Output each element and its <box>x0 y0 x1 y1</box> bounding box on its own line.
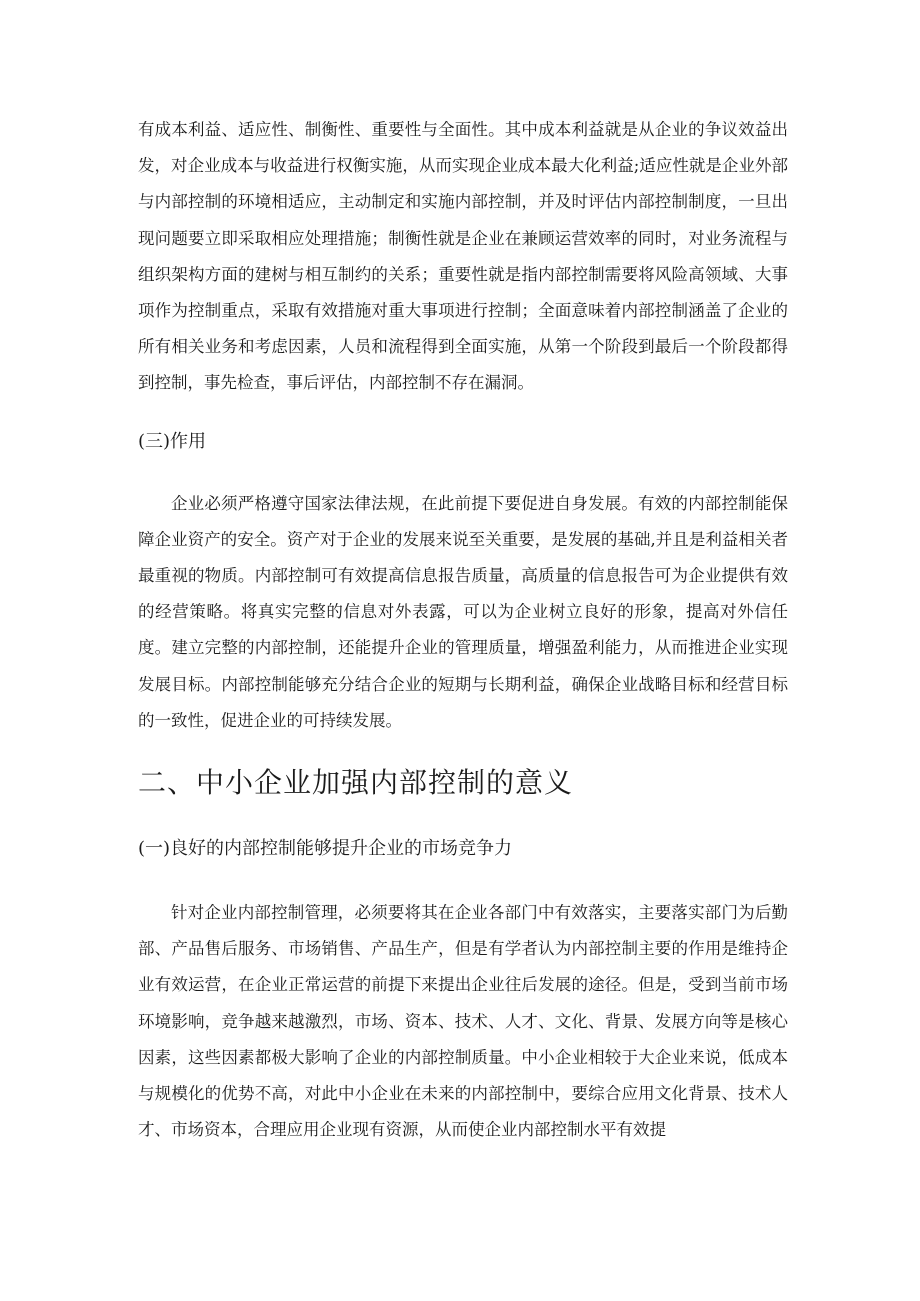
chapter-heading: 二、中小企业加强内部控制的意义 <box>138 766 574 800</box>
section-heading: (三)作用 <box>138 430 207 452</box>
body-paragraph: 针对企业内部控制管理，必须要将其在企业各部门中有效落实，主要落实部门为后勤部、产品售后服务、市场销售、产品生产，但是有学者认为内部控制主要的作用是维持企业有效运营，在企业正常运营的前提下来提出企业往后发展的途径。但是，受到当前市场环境影响，竞争越来越激烈，市场、资本、技术、人才、文化、背景、发展方向等是核心因素，这些因素都极大影响了企业的内部控制质量。中小企业相较于大企业来说，低成本与规模化的优势不高，对此中小企业在未来的内部控制中，要综合应用文化背景、技术人才、市场资本，合理应用企业现有资源，从而使企业内部控制水平有效提 <box>138 903 788 1140</box>
document-page <box>138 112 788 1148</box>
section-heading: (一)良好的内部控制能够提升企业的市场竞争力 <box>138 838 513 860</box>
body-paragraph: 企业必须严格遵守国家法律法规，在此前提下要促进自身发展。有效的内部控制能保障企业资产的安全。资产对于企业的发展来说至关重要，是发展的基础,并且是利益相关者最重视的物质。内部控制可有效提高信息报告质量，高质量的信息报告可为企业提供有效的经营策略。将真实完整的信息对外表露，可以为企业树立良好的形象，提高对外信任度。建立完整的内部控制，还能提升企业的管理质量，增强盈利能力，从而推进企业实现发展目标。内部控制能够充分结合企业的短期与长期利益，确保企业战略目标和经营目标的一致性，促进企业的可持续发展。 <box>138 493 788 730</box>
body-paragraph: 有成本利益、适应性、制衡性、重要性与全面性。其中成本利益就是从企业的争议效益出发，对企业成本与收益进行权衡实施，从而实现企业成本最大化利益;适应性就是企业外部与内部控制的环境相适应，主动制定和实施内部控制，并及时评估内部控制制度，一旦出现问题要立即采取相应处理措施；制衡性就是企业在兼顾运营效率的同时，对业务流程与组织架构方面的建树与相互制约的关系；重要性就是指内部控制需要将风险高领域、大事项作为控制重点，采取有效措施对重大事项进行控制；全面意味着内部控制涵盖了企业的所有相关业务和考虑因素，人员和流程得到全面实施，从第一个阶段到最后一个阶段都得到控制，事先检查，事后评估，内部控制不存在漏洞。 <box>138 120 788 393</box>
